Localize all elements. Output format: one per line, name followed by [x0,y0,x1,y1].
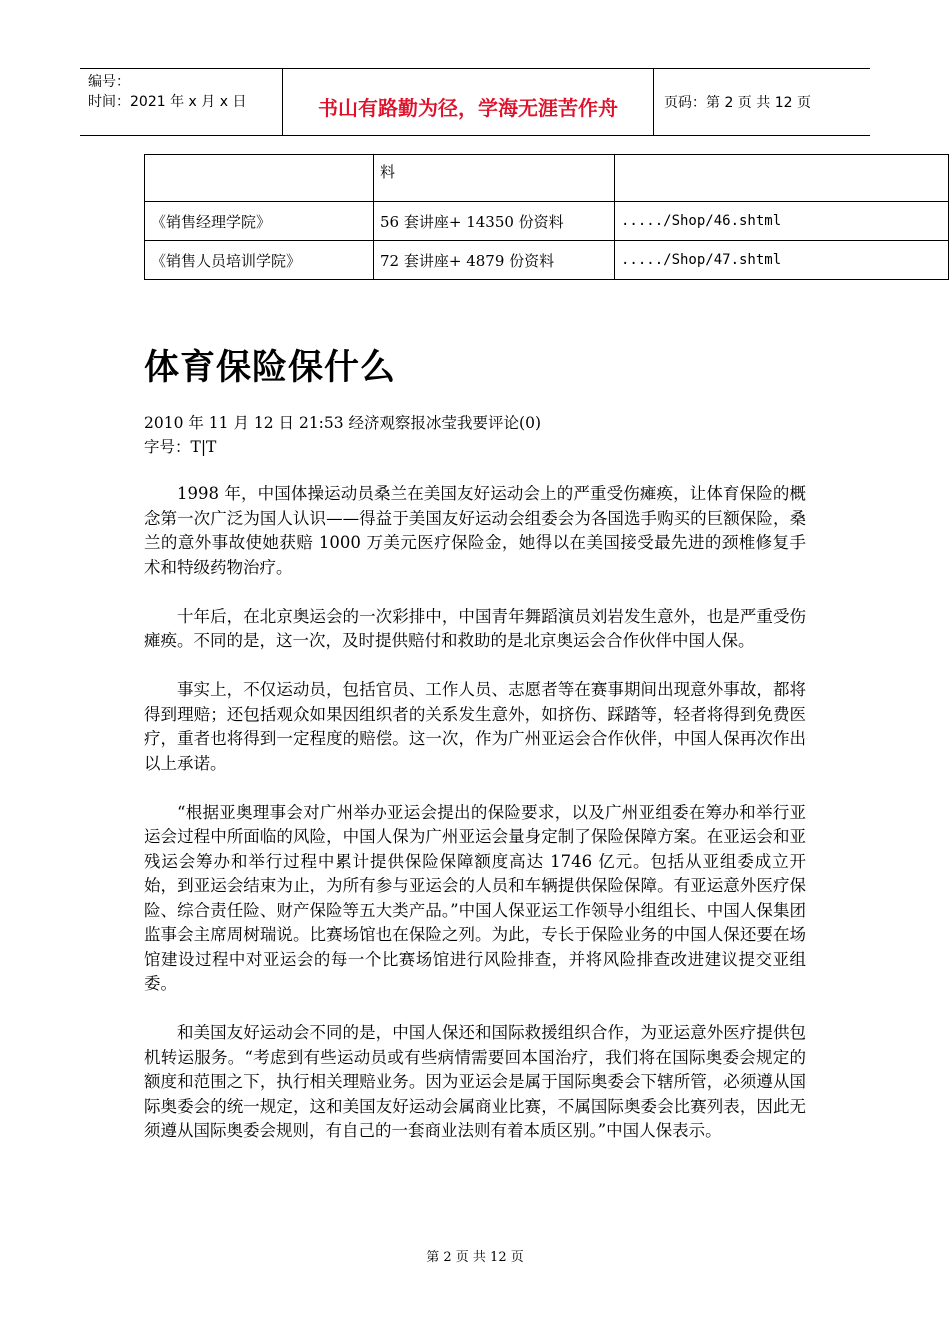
header-info [80,69,282,135]
table-cell: 《销售人员培训学院》 [145,241,374,280]
table-cell: 料 [374,155,615,202]
table-cell-link[interactable]: ...../Shop/46.shtml [615,202,949,241]
table-cell [615,155,949,202]
article-paragraph: 事实上，不仅运动员，包括官员、工作人员、志愿者等在赛事期间出现意外事故，都将得到理赔；还包括观众如果因组织者的关系发生意外，如挤伤、踩踏等，轻者将得到免费医疗，重者也将得到一定程度的赔偿。这一次，作为广州亚运会合作伙伴，中国人保再次作出以上承诺。 [144,680,806,773]
table-row [145,155,949,202]
page-footer: 第 2 页 共 12 页 [426,1250,524,1265]
article-paragraph: 和美国友好运动会不同的是，中国人保还和国际救援组织合作，为亚运意外医疗提供包机转运服务。“考虑到有些运动员或有些病情需要回本国治疗，我们将在国际奥委会规定的额度和范围之下，执行相关理赔业务。因为亚运会是属于国际奥委会下辖所管，必须遵从国际奥委会的统一规定，这和美国友好运动会属商业比赛，不属国际奥委会比赛列表，因此无须遵从国际奥委会规则，有自己的一套商业法则有着本质区别。”中国人保表示。 [144,1023,806,1140]
font-size-control[interactable]: 字号：T|T [144,438,217,456]
table-row [145,202,949,241]
page-header [80,68,870,136]
table-row [145,241,949,280]
table-cell-link[interactable]: ...../Shop/47.shtml [615,241,949,280]
article-paragraph: “根据亚奥理事会对广州举办亚运会提出的保险要求，以及广州亚组委在筹办和举行亚运会过程中所面临的风险，中国人保为广州亚运会量身定制了保险保障方案。在亚运会和亚残运会筹办和举行过程中累计提供保险保障额度高达 1746 亿元。包括从亚组委成立开始，到亚运会结束为止，为所有参与亚运会的人员和车辆提供保险保障。有亚运意外医疗保险、综合责任险、财产保险等五大类产品。”中国人保亚运工作领导小组组长、中国人保集团监事会主席周树瑞说。比赛场馆也在保险之列。为此，专长于保险业务的中国人保还要在场馆建设过程中对亚运会的每一个比赛场馆进行风险排查，并将风险排查改进建议提交亚组委。 [144,802,806,993]
article-paragraph: 1998 年，中国体操运动员桑兰在美国友好运动会上的严重受伤瘫痪，让体育保险的概念第一次广泛为国人认识——得益于美国友好运动会组委会为各国选手购买的巨额保险，桑兰的意外事故使她获赔 1000 万美元医疗保险金，她得以在美国接受最先进的颈椎修复手术和特级药物治疗。 [144,484,806,577]
table-cell [145,155,374,202]
table-cell: 《销售经理学院》 [145,202,374,241]
serial-label: 编号： [88,74,130,90]
article-body [144,482,806,1168]
table-cell: 56 套讲座+ 14350 份资料 [374,202,615,241]
article-paragraph: 十年后，在北京奥运会的一次彩排中，中国青年舞蹈演员刘岩发生意外，也是严重受伤瘫痪。不同的是，这一次，及时提供赔付和救助的是北京奥运会合作伙伴中国人保。 [144,606,806,650]
article-title: 体育保险保什么 [144,348,397,388]
header-motto: 书山有路勤为径，学海无涯苦作舟 [282,69,654,135]
time-label: 时间：2021 年 x 月 x 日 [88,94,247,110]
article-meta [144,411,541,459]
header-page-label: 页码：第 2 页 共 12 页 [664,95,811,111]
article-meta-line: 2010 年 11 月 12 日 21:53 经济观察报冰莹我要评论(0) [144,414,542,432]
table-cell: 72 套讲座+ 4879 份资料 [374,241,615,280]
resource-table [144,154,949,280]
